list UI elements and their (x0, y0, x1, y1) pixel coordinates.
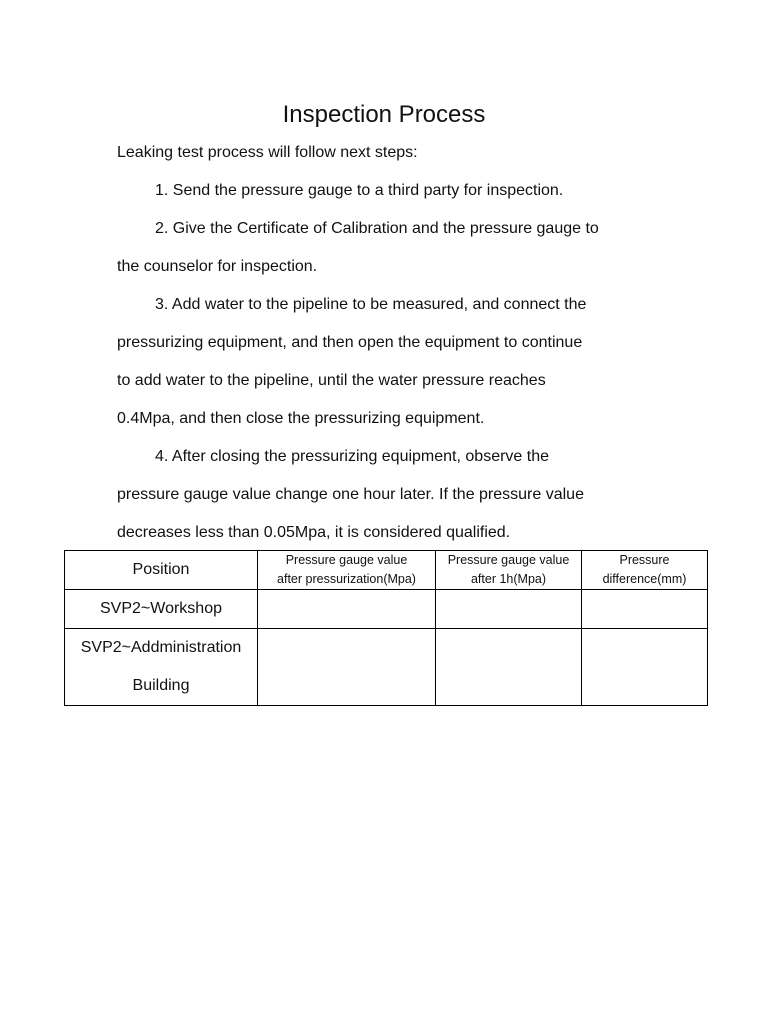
step-3-line-2: pressurizing equipment, and then open the equipment to continue (117, 334, 583, 351)
difference-cell (582, 629, 708, 706)
table-row (65, 590, 708, 629)
position-cell-line-1: SVP2~Addministration (80, 639, 242, 656)
header-after-pressurization (258, 551, 436, 590)
step-3-line-4: 0.4Mpa, and then close the pressurizing equipment. (117, 410, 485, 427)
step-2-line-1: 2. Give the Certificate of Calibration and the pressure gauge to (155, 220, 599, 237)
after-pressurization-cell (258, 629, 436, 706)
step-3-line-3: to add water to the pipeline, until the water pressure reaches (117, 372, 546, 389)
header-after-1h-line-1: Pressure gauge value (447, 553, 570, 567)
step-1-line-1: 1. Send the pressure gauge to a third party for inspection. (155, 182, 564, 199)
step-3-line-1: 3. Add water to the pipeline to be measured, and connect the (155, 296, 587, 313)
header-after-pressurization-line-1: Pressure gauge value (285, 553, 408, 567)
header-after-1h-line-2: after 1h(Mpa) (470, 572, 547, 586)
table-header-row (65, 551, 708, 590)
position-cell: SVP2~Workshop (65, 590, 258, 629)
after-1h-cell (436, 590, 582, 629)
header-after-pressurization-line-2: after pressurization(Mpa) (277, 572, 416, 586)
step-4-line-1: 4. After closing the pressurizing equipment, observe the (155, 448, 549, 465)
header-after-1h (436, 551, 582, 590)
header-difference-line-1: Pressure (619, 553, 670, 567)
page-title: Inspection Process (282, 101, 486, 128)
header-position: Position (65, 551, 258, 590)
step-4-line-3: decreases less than 0.05Mpa, it is considered qualified. (117, 524, 511, 541)
step-4-line-2: pressure gauge value change one hour later. If the pressure value (117, 486, 584, 503)
after-pressurization-cell (258, 590, 436, 629)
difference-cell (582, 590, 708, 629)
position-cell-line-2: Building (132, 677, 190, 694)
header-difference-line-2: difference(mm) (602, 572, 687, 586)
after-1h-cell (436, 629, 582, 706)
position-cell (65, 629, 258, 706)
step-2-line-2: the counselor for inspection. (117, 258, 318, 275)
intro-text: Leaking test process will follow next steps: (117, 144, 418, 161)
table-row (65, 629, 708, 706)
header-difference (582, 551, 708, 590)
inspection-table (64, 550, 708, 706)
